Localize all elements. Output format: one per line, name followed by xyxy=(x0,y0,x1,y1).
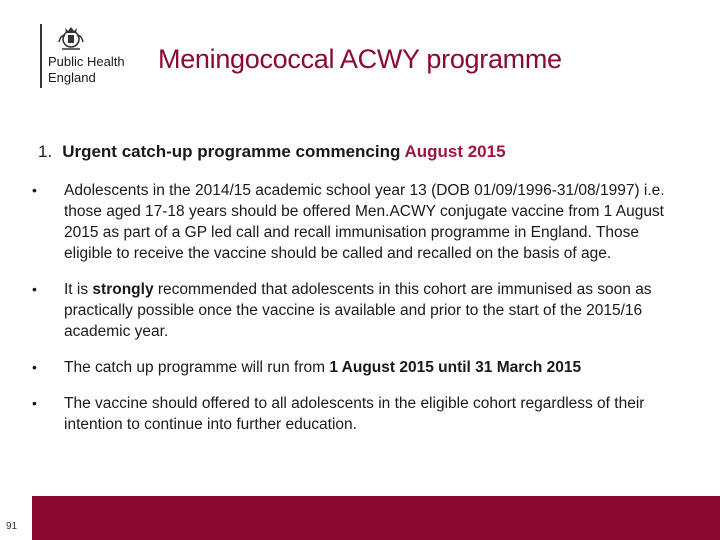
section-number: 1. xyxy=(38,142,53,161)
bullet-text-pre: It is xyxy=(64,281,93,298)
section-heading-text: Urgent catch-up programme commencing xyxy=(62,142,405,161)
list-item xyxy=(32,357,672,378)
section-heading xyxy=(38,142,506,162)
logo-divider xyxy=(40,24,42,88)
bullet-marker: • xyxy=(32,395,37,411)
bullet-text: The vaccine should offered to all adolescents in the eligible cohort regardless of their intention to continue into further education. xyxy=(64,395,645,433)
page-number: 91 xyxy=(6,521,18,532)
footer-page-box xyxy=(0,496,32,540)
bullet-list xyxy=(32,180,672,450)
bullet-text-bold: strongly xyxy=(92,281,154,298)
bullet-text: Adolescents in the 2014/15 academic school year 13 (DOB 01/09/1996-31/08/1997) i.e. those aged 17-18 years should be offered Men.ACWY conjugate vaccine from 1 August 2015 as part of a GP led call and recall immunisation programme in England. Those eligible to receive the vaccine should be called and recalled on the basis of age. xyxy=(64,182,665,262)
footer-bar xyxy=(0,496,720,540)
phe-logo xyxy=(40,22,150,90)
section-heading-accent: August 2015 xyxy=(404,142,506,161)
list-item xyxy=(32,279,672,342)
logo-line-2: England xyxy=(48,70,96,85)
bullet-text-pre: The catch up programme will run from xyxy=(64,359,330,376)
bullet-text-post: recommended that adolescents in this cohort are immunised as soon as practically possible once the vaccine is available and prior to the start of the 2015/16 academic year. xyxy=(64,281,652,340)
royal-crest-icon xyxy=(56,22,86,52)
bullet-marker: • xyxy=(32,182,37,198)
bullet-marker: • xyxy=(32,281,37,297)
list-item xyxy=(32,393,672,435)
slide-title: Meningococcal ACWY programme xyxy=(158,44,562,74)
logo-line-1: Public Health xyxy=(48,54,125,69)
list-item xyxy=(32,180,672,264)
bullet-text-bold: 1 August 2015 until 31 March 2015 xyxy=(329,359,582,376)
bullet-marker: • xyxy=(32,359,37,375)
logo-text xyxy=(48,54,125,86)
